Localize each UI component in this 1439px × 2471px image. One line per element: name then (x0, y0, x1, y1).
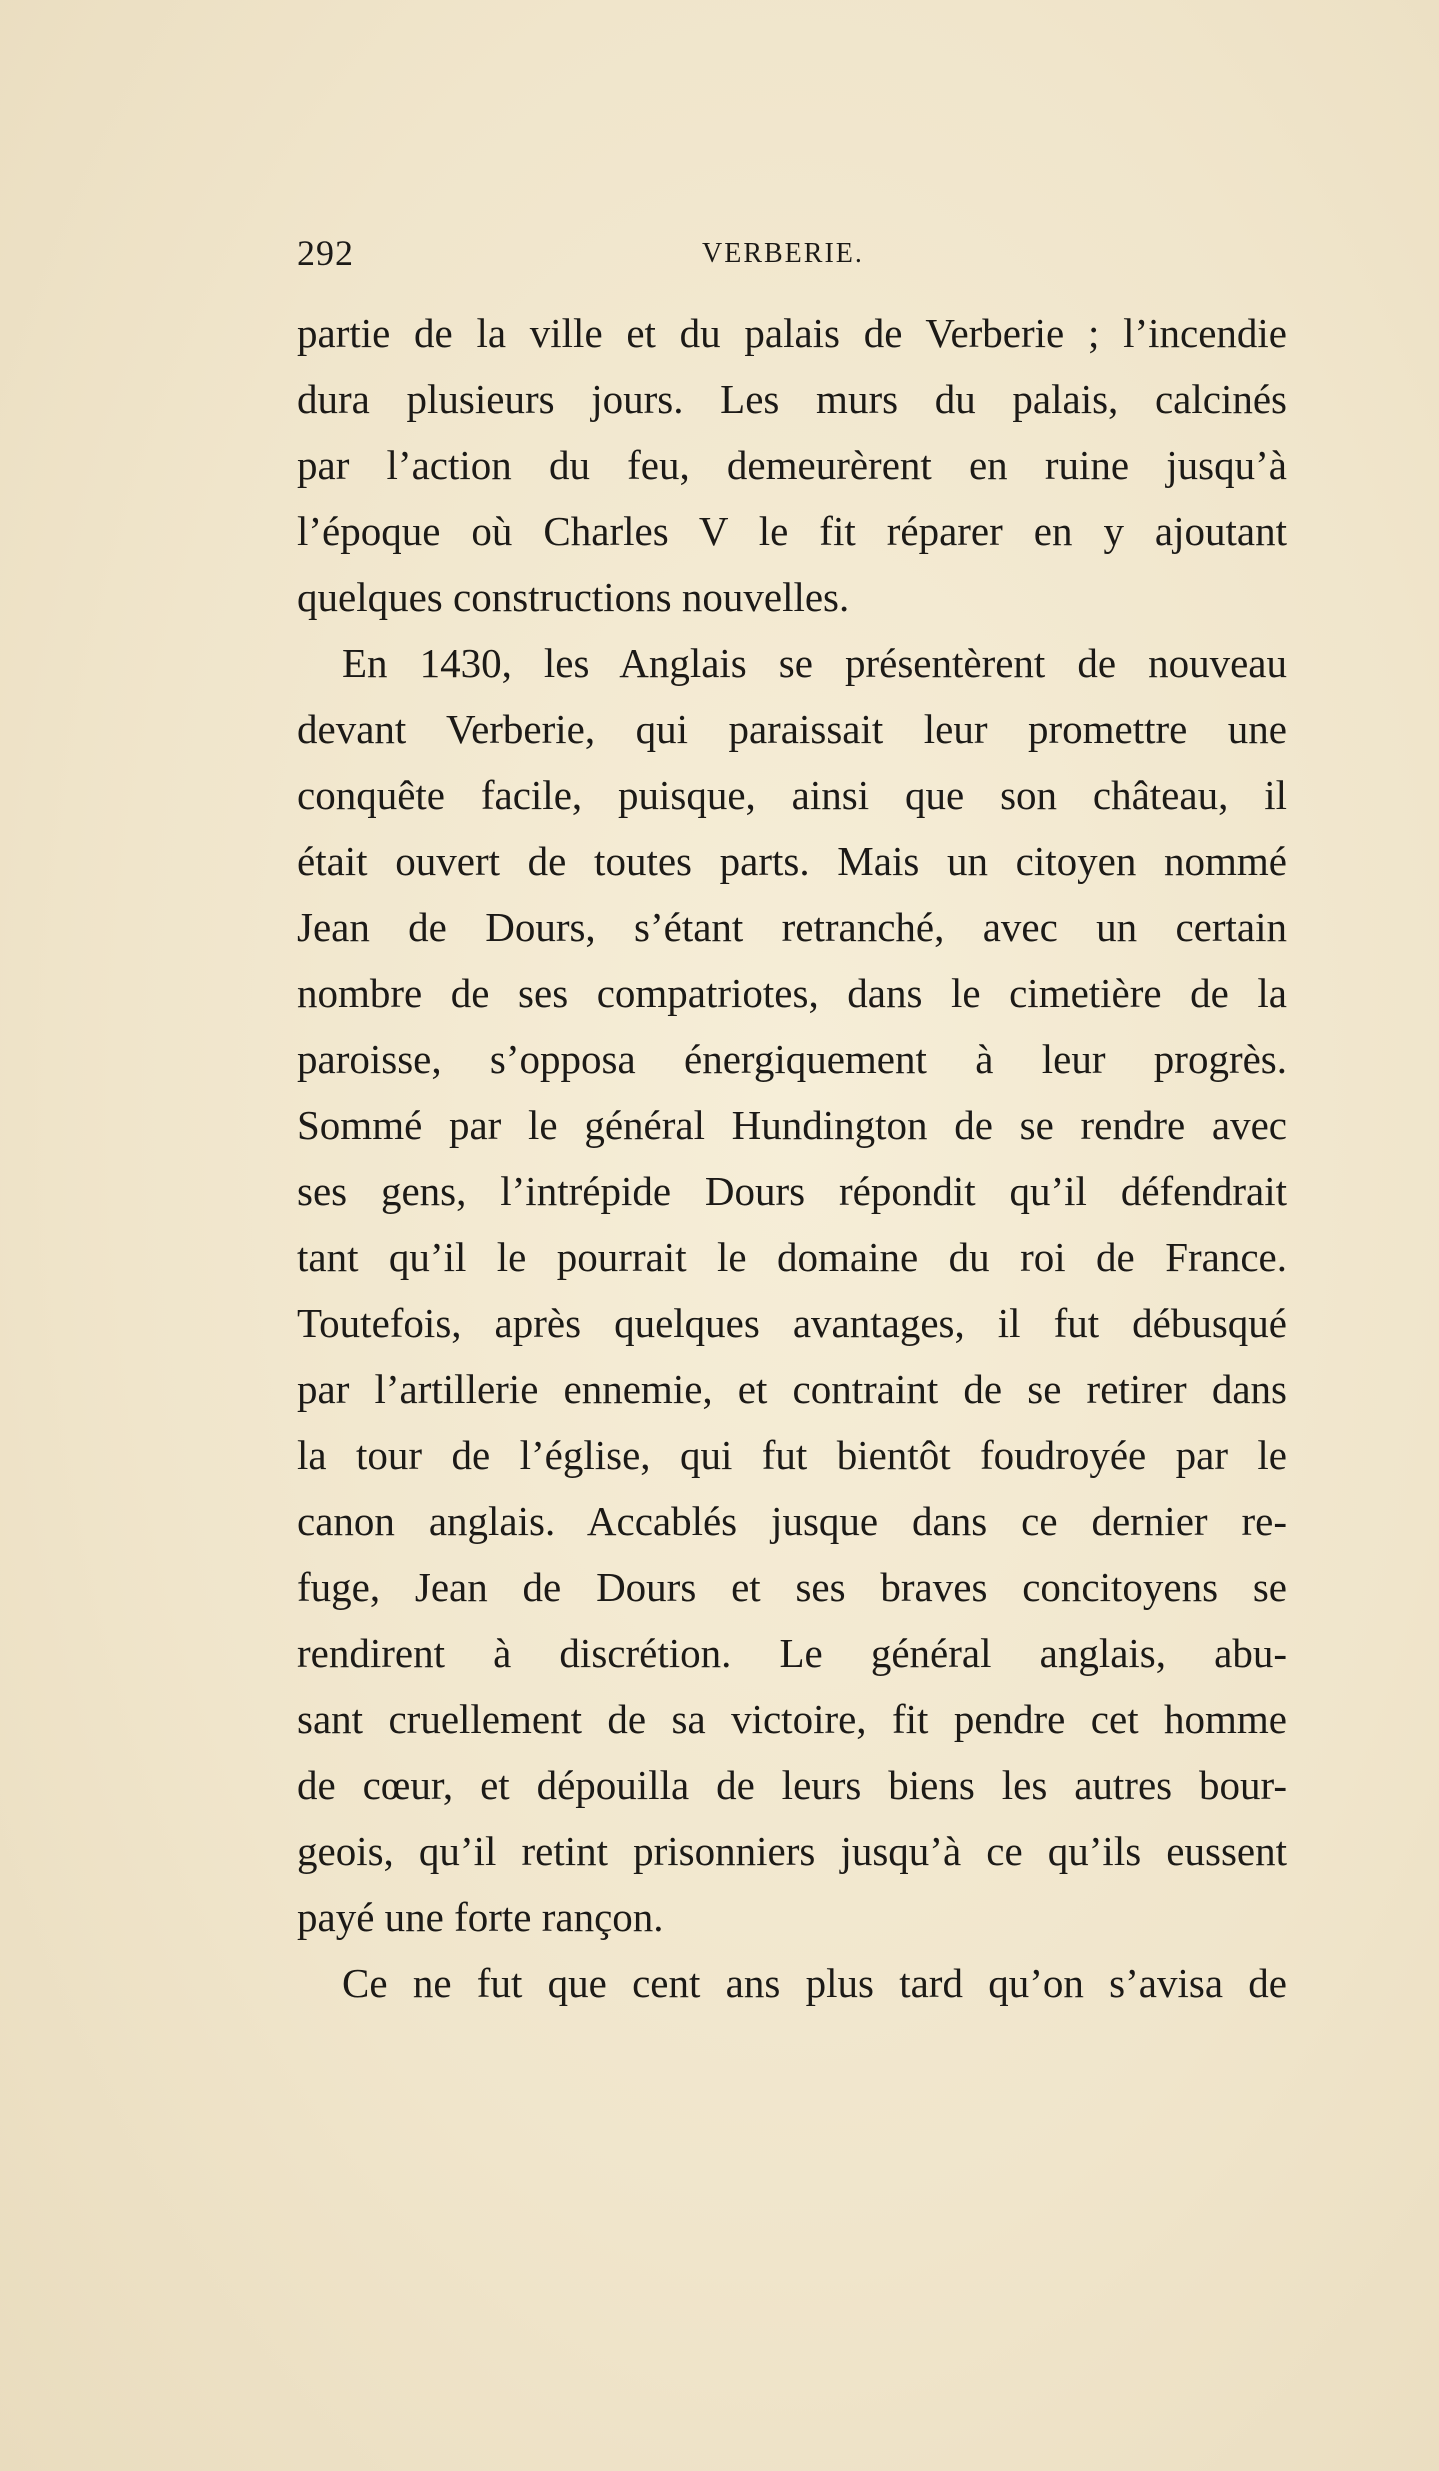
text-line: Jean de Dours, s’étant retranché, avec un certain (297, 904, 1287, 950)
text-line: tant qu’il le pourrait le domaine du roi de France. (297, 1234, 1287, 1280)
text-line: En 1430, les Anglais se présentèrent de nouveau (342, 640, 1287, 686)
text-line: conquête facile, puisque, ainsi que son château, il (297, 772, 1287, 818)
text-line: quelques constructions nouvelles. (297, 574, 850, 620)
running-title: VERBERIE. (702, 238, 864, 269)
text-line: geois, qu’il retint prisonniers jusqu’à ce qu’ils eussent (297, 1828, 1287, 1874)
text-line: par l’artillerie ennemie, et contraint de se retirer dans (297, 1366, 1287, 1412)
body-text (297, 300, 1287, 2016)
text-line: fuge, Jean de Dours et ses braves concitoyens se (297, 1564, 1287, 1610)
text-line: la tour de l’église, qui fut bientôt foudroyée par le (297, 1432, 1287, 1478)
text-line: Toutefois, après quelques avantages, il fut débusqué (297, 1300, 1287, 1346)
page-number: 292 (297, 233, 354, 273)
text-line: paroisse, s’opposa énergiquement à leur progrès. (297, 1036, 1287, 1082)
text-line: dura plusieurs jours. Les murs du palais, calcinés (297, 376, 1287, 422)
text-line: Ce ne fut que cent ans plus tard qu’on s’avisa de (342, 1960, 1287, 2006)
text-line: rendirent à discrétion. Le général anglais, abu- (297, 1630, 1287, 1676)
text-line: l’époque où Charles V le fit réparer en y ajoutant (297, 508, 1287, 554)
running-head (0, 232, 1439, 276)
text-line: de cœur, et dépouilla de leurs biens les autres bour- (297, 1762, 1287, 1808)
text-line: sant cruellement de sa victoire, fit pendre cet homme (297, 1696, 1287, 1742)
text-line: canon anglais. Accablés jusque dans ce dernier re- (297, 1498, 1287, 1544)
text-line: par l’action du feu, demeurèrent en ruine jusqu’à (297, 442, 1287, 488)
text-line: nombre de ses compatriotes, dans le cimetière de la (297, 970, 1287, 1016)
text-line: Sommé par le général Hundington de se rendre avec (297, 1102, 1287, 1148)
text-line: partie de la ville et du palais de Verberie ; l’incendie (297, 310, 1287, 356)
text-line: payé une forte rançon. (297, 1894, 664, 1940)
text-line: ses gens, l’intrépide Dours répondit qu’il défendrait (297, 1168, 1287, 1214)
text-line: devant Verberie, qui paraissait leur promettre une (297, 706, 1287, 752)
text-line: était ouvert de toutes parts. Mais un citoyen nommé (297, 838, 1287, 884)
